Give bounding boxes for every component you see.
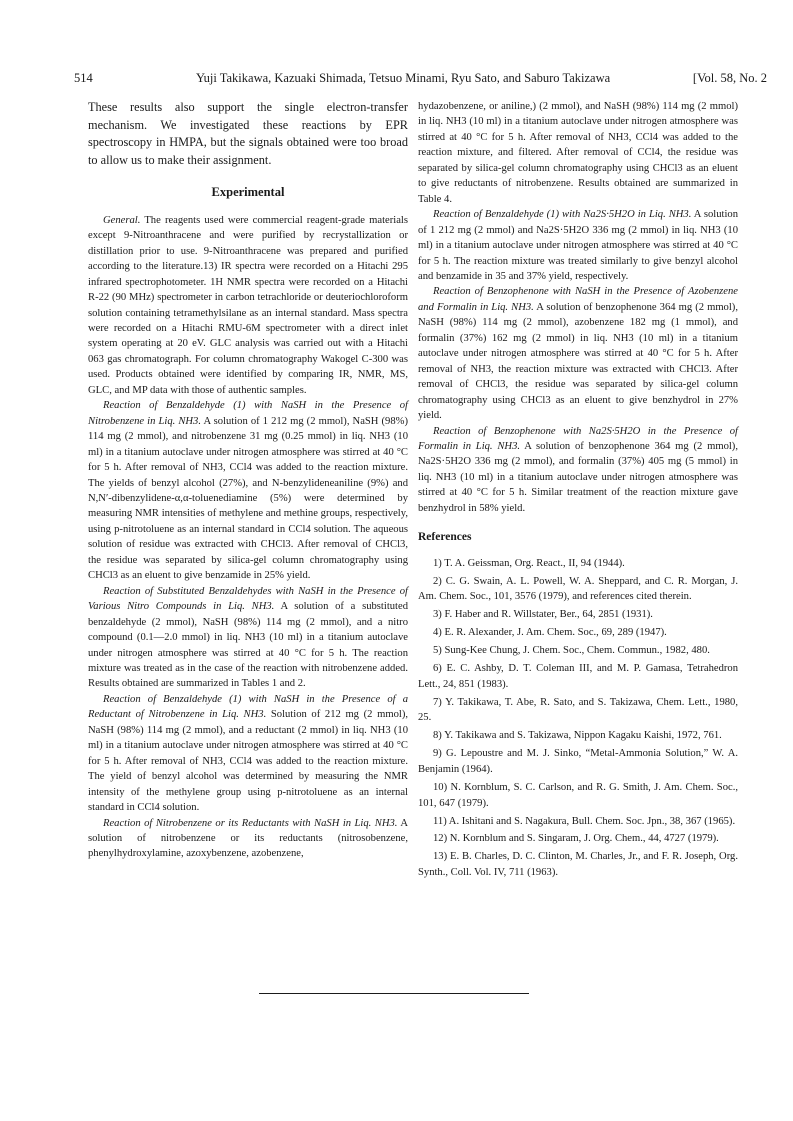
reference-item: 11) A. Ishitani and S. Nagakura, Bull. Chem. Soc. Jpn., 38, 367 (1965). [433, 815, 736, 827]
reference-item: 4) E. R. Alexander, J. Am. Chem. Soc., 69, 289 (1947). [433, 627, 667, 639]
procedure-paragraph-3 [88, 692, 408, 816]
reference-item: 9) G. Lepoustre and M. J. Sinko, “Metal-Ammonia Solution,” W. A. Benjamin (1964). [418, 748, 738, 775]
procedure-paragraph-7 [418, 424, 738, 517]
procedure-paragraph-6 [418, 284, 738, 423]
right-column [418, 99, 738, 883]
intro-paragraph: These results also support the single electron-transfer mechanism. We investigated these reactions by EPR spectroscopy in HMPA, but the signals obtained were too broad to allow us to make their assignment. [88, 100, 408, 167]
procedure-heading-6: Reaction of Benzophenone with NaSH in the Presence of Azobenzene and Formalin in Liq. NH3. [418, 286, 738, 313]
references-list [418, 556, 738, 881]
end-rule [259, 993, 529, 994]
procedure-heading-3: Reaction of Benzaldehyde (1) with NaSH in the Presence of a Reductant of Nitrobenzene in Liq. NH3. [88, 693, 408, 721]
reference-item: 6) E. C. Ashby, D. T. Coleman III, and M. P. Gamasa, Tetrahedron Lett., 24, 851 (1983). [418, 663, 738, 690]
procedure-text-2: A solution of a substituted benzaldehyde (2 mmol), NaSH (98%) 114 mg (2 mmol), and a nitro compound (0.1—2.0 mmol) in liq. NH3 (10 ml) in a titanium autoclave under nitrogen atmosphere was stirred at 40 °C for 5 h. The reaction mixture was treated as in the case of the reaction with nitrobenzene added. Results obtained are summarized in Tables 1 and 2. [88, 601, 408, 690]
page-number: 514 [74, 71, 93, 85]
procedure-heading-4: Reaction of Nitrobenzene or its Reductants with NaSH in Liq. NH3. [103, 817, 398, 829]
reference-item: 10) N. Kornblum, S. C. Carlson, and R. G. Smith, J. Am. Chem. Soc., 101, 647 (1979). [418, 781, 738, 809]
general-paragraph [88, 213, 408, 398]
running-authors: Yuji Takikawa, Kazuaki Shimada, Tetsuo Minami, Ryu Sato, and Saburo Takizawa [196, 71, 611, 85]
running-header [74, 71, 767, 89]
procedure-heading-7: Reaction of Benzophenone with Na2S·5H2O in the Presence of Formalin in Liq. NH3. [418, 425, 738, 452]
procedure-paragraph-4 [88, 816, 408, 862]
references-title: References [418, 531, 472, 544]
reference-item: 8) Y. Takikawa and S. Takizawa, Nippon Kagaku Kaishi, 1972, 761. [433, 730, 722, 742]
procedure-text-7: A solution of benzophenone 364 mg (2 mmol), Na2S·5H2O 336 mg (2 mmol), and formalin (37%) 405 mg (5 mmol) in liq. NH3 (10 ml) in a titanium autoclave under nitrogen atmosphere was stirred at 40 °C for 5 h. Similar treatment of the reaction mixture gave benzhydrol in 58% yield. [418, 440, 738, 514]
procedure-heading-1: Reaction of Benzaldehyde (1) with NaSH in the Presence of Nitrobenzene in Liq. NH3. [88, 400, 408, 427]
procedure-heading-2: Reaction of Substituted Benzaldehydes with NaSH in the Presence of Various Nitro Compounds in Liq. NH3. [88, 585, 408, 613]
procedure-text-6: A solution of benzophenone 364 mg (2 mmol), NaSH (98%) 114 mg (2 mmol), azobenzene 182 mg (1 mmol), and formalin (37%) 162 mg (2 mmol) in liq. NH3 (10 ml) in a titanium autoclave under nitrogen atmosphere was stirred at 40 °C for 5 h. After removal of NH3, the reaction mixture was extracted with CHCl3. After removal of CHCl3, the residue was separated by silica-gel column chromatography using CHCl3 as an eluent to give benzhydrol in 27% yield. [418, 301, 738, 422]
procedure-text-4: A solution of nitrobenzene or its reductants (nitrosobenzene, phenylhydroxylamine, azoxybenzene, azobenzene, [88, 817, 408, 860]
procedure-heading-5: Reaction of Benzaldehyde (1) with Na2S·5H2O in Liq. NH3. [433, 209, 692, 221]
general-heading: General. [103, 214, 141, 226]
continued-paragraph: hydazobenzene, or aniline,) (2 mmol), and NaSH (98%) 114 mg (2 mmol) in liq. NH3 (10 ml) in a titanium autoclave under nitrogen atmosphere was stirred at 40 °C for 5 h. After removal of NH3, CCl4 was added to the reaction mixture, and filtered. After removal of CCl4, the residue was separated by silica-gel column chromatography using CHCl3 as an eluent to give reductants of nitrobenzene. Results obtained are summarized in Table 4. [418, 101, 738, 205]
volume-info: [Vol. 58, No. 2 [692, 71, 767, 85]
reference-item: 5) Sung-Kee Chung, J. Chem. Soc., Chem. Commun., 1982, 480. [433, 645, 710, 657]
procedure-paragraph-2 [88, 584, 408, 692]
procedure-text-5: A solution of 1 212 mg (2 mmol) and Na2S·5H2O 336 mg (2 mmol) in liq. NH3 (10 ml) in a titanium autoclave under nitrogen atmosphere was stirred at 40 °C for 5 h. The reaction mixture was treated similarly to give benzyl alcohol and benzamide in 35 and 37% yield, respectively. [418, 209, 738, 282]
reference-item: 12) N. Kornblum and S. Singaram, J. Org. Chem., 44, 4727 (1979). [433, 833, 719, 845]
general-text: The reagents used were commercial reagent-grade materials except 9-Nitroanthracene and were purified by recrystallization or distillation prior to use. 9-Nitroanthracene was prepared and purified according to the literature.13) IR spectra were recorded on a Hitachi 295 infrared spectrophotometer. 1H NMR spectra were recorded on a Hitachi R-22 (90 MHz) spectrometer in carbon tetrachloride or deuteriochloroform solution containing tetramethylsilane as an internal standard. Mass spectra were recorded on a Hitachi RMU-6M spectrometer with a direct inlet system operating at 20 eV. GLC analysis was carried out with a Hitachi 063 gas chromatograph. For column chromatography Wakogel C-300 was used. Products obtained were identified by comparing IR, NMR, MS, GLC, and MP data with those of authentic samples. [88, 214, 408, 396]
reference-item: 7) Y. Takikawa, T. Abe, R. Sato, and S. Takizawa, Chem. Lett., 1980, 25. [418, 696, 738, 724]
procedure-paragraph-1 [88, 398, 408, 583]
reference-item: 3) F. Haber and R. Willstater, Ber., 64, 2851 (1931). [433, 609, 653, 621]
procedure-paragraph-5 [418, 207, 738, 284]
reference-item: 2) C. G. Swain, A. L. Powell, W. A. Sheppard, and C. R. Morgan, J. Am. Chem. Soc., 101, 3576 (1979), and references cited therein. [418, 575, 738, 603]
section-title-experimental: Experimental [211, 185, 285, 200]
procedure-text-1: A solution of 1 212 mg (2 mmol), NaSH (98%) 114 mg (2 mmol), and nitrobenzene 31 mg (0.25 mmol) in liq. NH3 (10 ml) in a titanium autoclave under nitrogen atmosphere was stirred at 40 °C for 5 h. After removal of NH3, CCl4 was added to the reaction mixture. The yields of benzyl alcohol (27%), and N-benzylideneaniline (9%) and N,N′-dibenzylidene-α,α-toluenediamine (5%) were determined by measuring NMR intensities of methylene and methine groups, respectively, using p-nitrotoluene as an internal standard in CCl4 solution. The aqueous solution of residue was extracted with CHCl3. After removal of CHCl3, the residue was separated by silica-gel column chromatography using CHCl3 as an eluent to give benzamide in 25% yield. [88, 415, 408, 582]
reference-item: 13) E. B. Charles, D. C. Clinton, M. Charles, Jr., and F. R. Joseph, Org. Synth., Coll. Vol. IV, 711 (1963). [418, 851, 738, 879]
left-column [88, 99, 408, 862]
reference-item: 1) T. A. Geissman, Org. React., II, 94 (1944). [433, 557, 625, 569]
procedure-text-3: Solution of 212 mg (2 mmol), NaSH (98%) 114 mg (2 mmol), and a reductant (2 mmol) in liq. NH3 (10 ml) in a titanium autoclave under nitrogen atmosphere was stirred at 40 °C for 5 h. After removal of NH3, CCl4 was added to the reaction mixture. The yield of benzyl alcohol was determined by measuring the NMR intensity of the methylene group using p-nitrotoluene as an internal standard in CCl4 solution. [88, 709, 408, 814]
